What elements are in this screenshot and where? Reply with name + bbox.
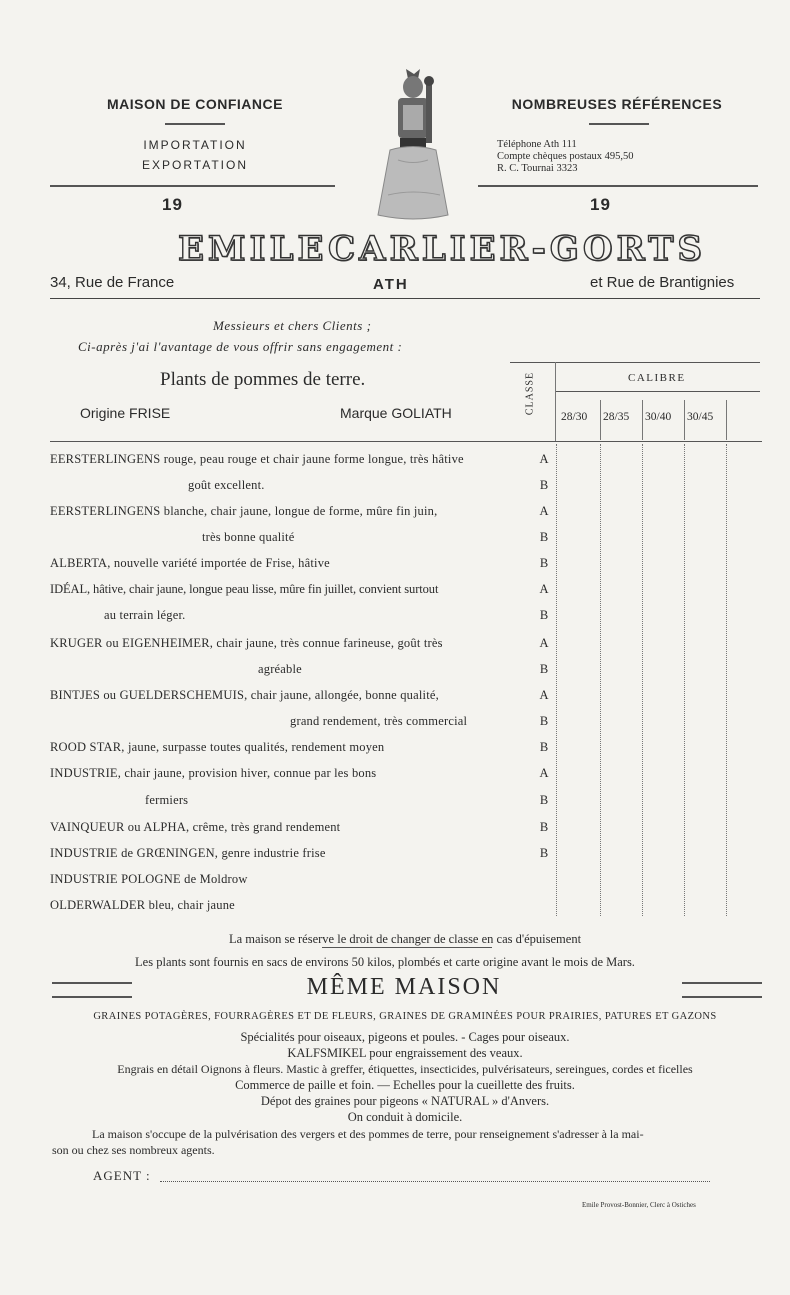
address-city: ATH [373,276,409,293]
offer-origin: Origine FRISE [80,405,171,421]
column-line-3 [684,444,685,916]
variety-row-classe: B [539,556,549,570]
offer-title: Plants de pommes de terre. [160,369,366,390]
giant-goliath-figure [368,65,458,225]
calibre-28-35: 28/35 [603,411,630,423]
salutation: Messieurs et chers Clients ; [213,318,372,333]
variety-row-label: au terrain léger. [104,608,186,622]
brand-first-name: EMILE [178,229,328,269]
variety-row-label: fermiers [145,793,189,807]
variety-row-label: KRUGER ou EIGENHEIMER, chair jaune, très connue farineuse, goût très [50,636,443,650]
calibre-rule [556,391,760,392]
variety-row-label: INDUSTRIE de GRŒNINGEN, genre industrie frise [50,846,326,860]
variety-row-label: IDÉAL, hâtive, chair jaune, longue peau lisse, mûre fin juillet, convient surtout [50,582,439,596]
table-top-rule [510,362,760,363]
variety-row-label: VAINQUEUR ou ALPHA, crême, très grand rendement [50,820,341,834]
header-right-registry: R. C. Tournai 3323 [497,163,578,174]
classe-header: CLASSE [524,371,536,416]
variety-row-classe: B [539,846,549,860]
address-left: 34, Rue de France [50,274,175,291]
meme-maison-domicile: On conduit à domicile. [347,1110,463,1124]
variety-row-classe: A [539,452,549,466]
meme-maison-natural: Dépot des graines pour pigeons « NATURAL » d'Anvers. [260,1094,550,1108]
variety-row-classe: B [539,608,549,622]
offer-intro: Ci-après j'ai l'avantage de vous offrir sans engagement : [78,339,403,354]
meme-maison-title: MÊME MAISON [306,974,502,1000]
variety-row-classe: A [539,766,549,780]
variety-row-label: ALBERTA, nouvelle variété importée de Frise, hâtive [50,556,330,570]
variety-row-classe: A [539,636,549,650]
variety-row-label: goût excellent. [188,478,265,492]
variety-row-label: EERSTERLINGENS blanche, chair jaune, longue de forme, mûre fin juin, [50,504,438,518]
header-right-long-rule [478,185,758,187]
header-left-title: MAISON DE CONFIANCE [107,96,283,112]
column-line-1 [600,444,601,916]
meme-maison-kalfsmikel: KALFSMIKEL pour engraissement des veaux. [287,1046,523,1060]
variety-row-label: grand rendement, très commercial [290,714,468,728]
column-line-2 [642,444,643,916]
meme-maison-paragraph-2: son ou chez ses nombreux agents. [52,1143,215,1157]
meme-maison-right-rule-2 [682,996,762,998]
calibre-divider-1 [600,400,601,440]
variety-row-classe: B [539,478,549,492]
calibre-header: CALIBRE [628,372,686,384]
variety-row-classe: B [539,530,549,544]
calibre-divider-2 [642,400,643,440]
offer-brand: Marque GOLIATH [340,405,452,421]
meme-maison-paille: Commerce de paille et foin. — Echelles pour la cueillette des fruits. [235,1078,575,1092]
address-right: et Rue de Brantignies [590,274,735,291]
agent-label: AGENT : [93,1168,151,1183]
column-line-classe [556,444,557,916]
header-right-rule [589,123,649,125]
note-class-change: La maison se réserve le droit de changer de classe en cas d'épuisement [228,932,582,946]
year-left: 19 [162,195,183,214]
variety-row-label: OLDERWALDER bleu, chair jaune [50,898,235,912]
variety-row-classe: A [539,504,549,518]
address-divider [50,298,760,299]
table-header-bottom-rule [50,441,762,442]
header-left-line-1: IMPORTATION [143,138,247,152]
classe-divider [555,362,556,442]
variety-row-label: EERSTERLINGENS rouge, peau rouge et chair jaune forme longue, très hâtive [50,452,464,466]
calibre-28-30: 28/30 [561,411,588,423]
variety-row-label: BINTJES ou GUELDERSCHEMUIS, chair jaune, allongée, bonne qualité, [50,688,439,702]
variety-row-classe: A [539,582,549,596]
agent-field[interactable] [160,1181,710,1182]
variety-row-classe: B [539,793,549,807]
variety-row-classe: B [539,714,549,728]
variety-row-classe: B [539,662,549,676]
header-left-long-rule [50,185,335,187]
header-right-phone: Téléphone Ath 111 [497,139,577,150]
meme-maison-engrais: Engrais en détail Oignons à fleurs. Mastic à greffer, étiquettes, insecticides, pulvérisateurs, sereingues, cordes et ficelles [117,1062,693,1076]
header-right-account: Compte chèques postaux 495,50 [497,151,634,162]
meme-maison-paragraph-1: La maison s'occupe de la pulvérisation des vergers et des pommes de terre, pour renseignement s'adresser à la mai- [92,1127,644,1141]
variety-row-classe: B [539,740,549,754]
year-right: 19 [590,195,611,214]
calibre-divider-3 [684,400,685,440]
variety-row-label: agréable [258,662,302,676]
variety-row-label: très bonne qualité [202,530,295,544]
meme-maison-right-rule-1 [682,982,762,984]
column-line-4 [726,444,727,916]
printer-credit: Emile Provost-Bonnier, Clerc à Ostiches [582,1201,696,1209]
header-left-rule [165,123,225,125]
meme-maison-specialites: Spécialités pour oiseaux, pigeons et poules. - Cages pour oiseaux. [240,1030,570,1044]
calibre-30-45: 30/45 [687,411,714,423]
variety-row-classe: B [539,820,549,834]
variety-row-label: ROOD STAR, jaune, surpasse toutes qualités, rendement moyen [50,740,385,754]
variety-row-classe: A [539,688,549,702]
variety-row-label: INDUSTRIE, chair jaune, provision hiver, connue par les bons [50,766,377,780]
brand-last-name: CARLIER-GORTS [328,229,706,269]
variety-row-label: INDUSTRIE POLOGNE de Moldrow [50,872,248,886]
calibre-divider-4 [726,400,727,440]
calibre-30-40: 30/40 [645,411,672,423]
header-left-line-2: EXPORTATION [141,158,248,172]
note-sacks: Les plants sont fournis en sacs de environs 50 kilos, plombés et carte origine avant le mois de Mars. [135,955,635,969]
header-right-title: NOMBREUSES RÉFÉRENCES [511,96,723,112]
note-underline [322,947,492,948]
meme-maison-grains: GRAINES POTAGÈRES, FOURRAGÈRES ET DE FLEURS, GRAINES DE GRAMINÉES POUR PRAIRIES, PATURES ET GAZONS [93,1011,717,1022]
